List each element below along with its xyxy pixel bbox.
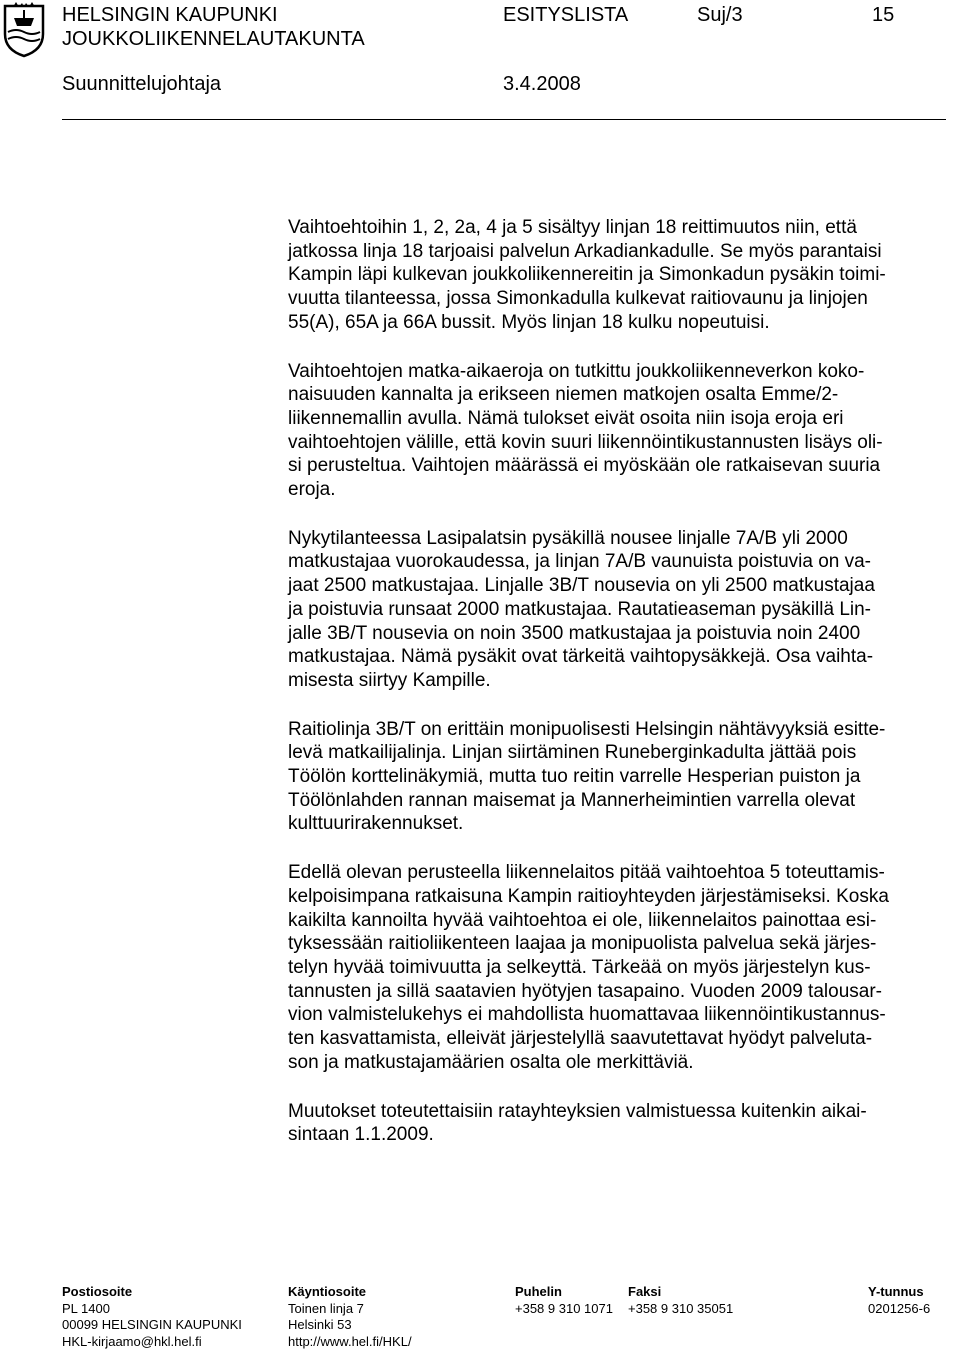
footer-postal-heading: Postiosoite <box>62 1284 242 1301</box>
footer-visit-heading: Käyntiosoite <box>288 1284 412 1301</box>
footer-phone-number: +358 9 310 1071 <box>515 1301 613 1318</box>
footer-postal-box: PL 1400 <box>62 1301 242 1318</box>
footer-phone-heading: Puhelin <box>515 1284 613 1301</box>
footer-website: http://www.hel.fi/HKL/ <box>288 1334 412 1350</box>
footer-visit-city: Helsinki 53 <box>288 1317 412 1334</box>
helsinki-crest-logo <box>2 2 46 58</box>
footer-business-id-heading: Y-tunnus <box>868 1284 930 1301</box>
footer-business-id <box>868 1284 930 1317</box>
body-paragraph: Muutokset toteutettaisiin ratayhteyksien valmistuessa kuitenkin aikai- sintaan 1.1.2009. <box>288 1100 944 1147</box>
author-role: Suunnittelujohtaja <box>62 71 221 97</box>
footer-visiting-address <box>288 1284 412 1350</box>
body-paragraph: Nykytilanteessa Lasipalatsin pysäkillä nousee linjalle 7A/B yli 2000 matkustajaa vuorokaudessa, ja linjan 7A/B vaunuista poistuvia on va- jaat 2500 matkustajaa. Linjalle 3B/T nousevia on yli 2500 matkustajaa ja poistuvia runsaat 2000 matkustajaa. Rautatieaseman pysäkillä Lin- jalle 3B/T nousevia on noin 3500 matkustajaa ja poistuvia noin 2400 matkustajaa. Nämä pysäkit ovat tärkeitä vaihtopysäkkejä. Osa vaihta- misesta siirtyy Kampille. <box>288 527 944 693</box>
footer-postal-address <box>62 1284 242 1350</box>
doc-type: ESITYSLISTA <box>503 2 628 28</box>
board-name: JOUKKOLIIKENNELAUTAKUNTA <box>62 26 365 52</box>
footer-email: HKL-kirjaamo@hkl.hel.fi <box>62 1334 242 1350</box>
footer-fax-number: +358 9 310 35051 <box>628 1301 733 1318</box>
document-body <box>288 216 944 1172</box>
body-paragraph: Vaihtoehtojen matka-aikaeroja on tutkittu joukkoliikenneverkon koko- naisuuden kannalta ja erikseen niemen matkojen osalta Emme/2- liikennemallin avulla. Nämä tulokset eivät osoita niin isoja eroja eri vaihtoehtojen välille, että kovin suuri liikennöintikustannusten lisäys oli- si perusteltua. Vaihtojen määrässä ei myöskään ole ratkaisevan suuria eroja. <box>288 360 944 502</box>
body-paragraph: Raitiolinja 3B/T on erittäin monipuolisesti Helsingin nähtävyyksiä esitte- levä matkailijalinja. Linjan siirtäminen Runeberginkadulta jättää pois Töölön korttelinäkymiä, mutta tuo reitin varrelle Hesperian puiston ja Töölönlahden rannan maisemat ja Mannerheimintien varrella olevat kulttuurirakennukset. <box>288 718 944 837</box>
header-divider <box>62 119 946 120</box>
city-name: HELSINGIN KAUPUNKI <box>62 2 278 28</box>
body-paragraph: Vaihtoehtoihin 1, 2, 2a, 4 ja 5 sisältyy linjan 18 reittimuutos niin, että jatkossa linja 18 tarjoaisi palvelun Arkadiankadulle. Se myös parantaisi Kampin läpi kulkevan joukkoliikennereitin ja Simonkadun pysäkin toimi- vuutta tilanteessa, jossa Simonkadulla kulkevat raitiovaunu ja linjojen 55(A), 65A ja 66A bussit. Myös linjan 18 kulku nopeutuisi. <box>288 216 944 335</box>
footer-fax <box>628 1284 733 1317</box>
section-ref: Suj/3 <box>697 2 743 28</box>
footer-phone <box>515 1284 613 1317</box>
footer-postal-city: 00099 HELSINGIN KAUPUNKI <box>62 1317 242 1334</box>
footer-fax-heading: Faksi <box>628 1284 733 1301</box>
footer-visit-street: Toinen linja 7 <box>288 1301 412 1318</box>
doc-date: 3.4.2008 <box>503 71 581 97</box>
body-paragraph: Edellä olevan perusteella liikennelaitos pitää vaihtoehtoa 5 toteuttamis- kelpoisimpana ratkaisuna Kampin raitioyhteyden järjestämiseksi. Koska kaikilta kannoilta hyvää vaihtoehtoa ei ole, liikennelaitos painottaa esi- tyksessään raitioliikenteen laajaa ja monipuolista palvelua sekä järjes- telyn hyvää toimivuutta ja selkeyttä. Tärkeää on myös järjestelyn kus- tannusten ja sillä saatavien hyötyjen tasapaino. Vuoden 2009 talousar- vion valmistelukehys ei mahdollista huomattavaa liikennöintikustannus- ten kasvattamista, elleivät järjestelyllä saavutettavat hyödyt palveluta- son ja matkustajamäärien osalta ole merkittäviä. <box>288 861 944 1074</box>
footer-business-id-value: 0201256-6 <box>868 1301 930 1318</box>
page-number: 15 <box>872 2 894 28</box>
